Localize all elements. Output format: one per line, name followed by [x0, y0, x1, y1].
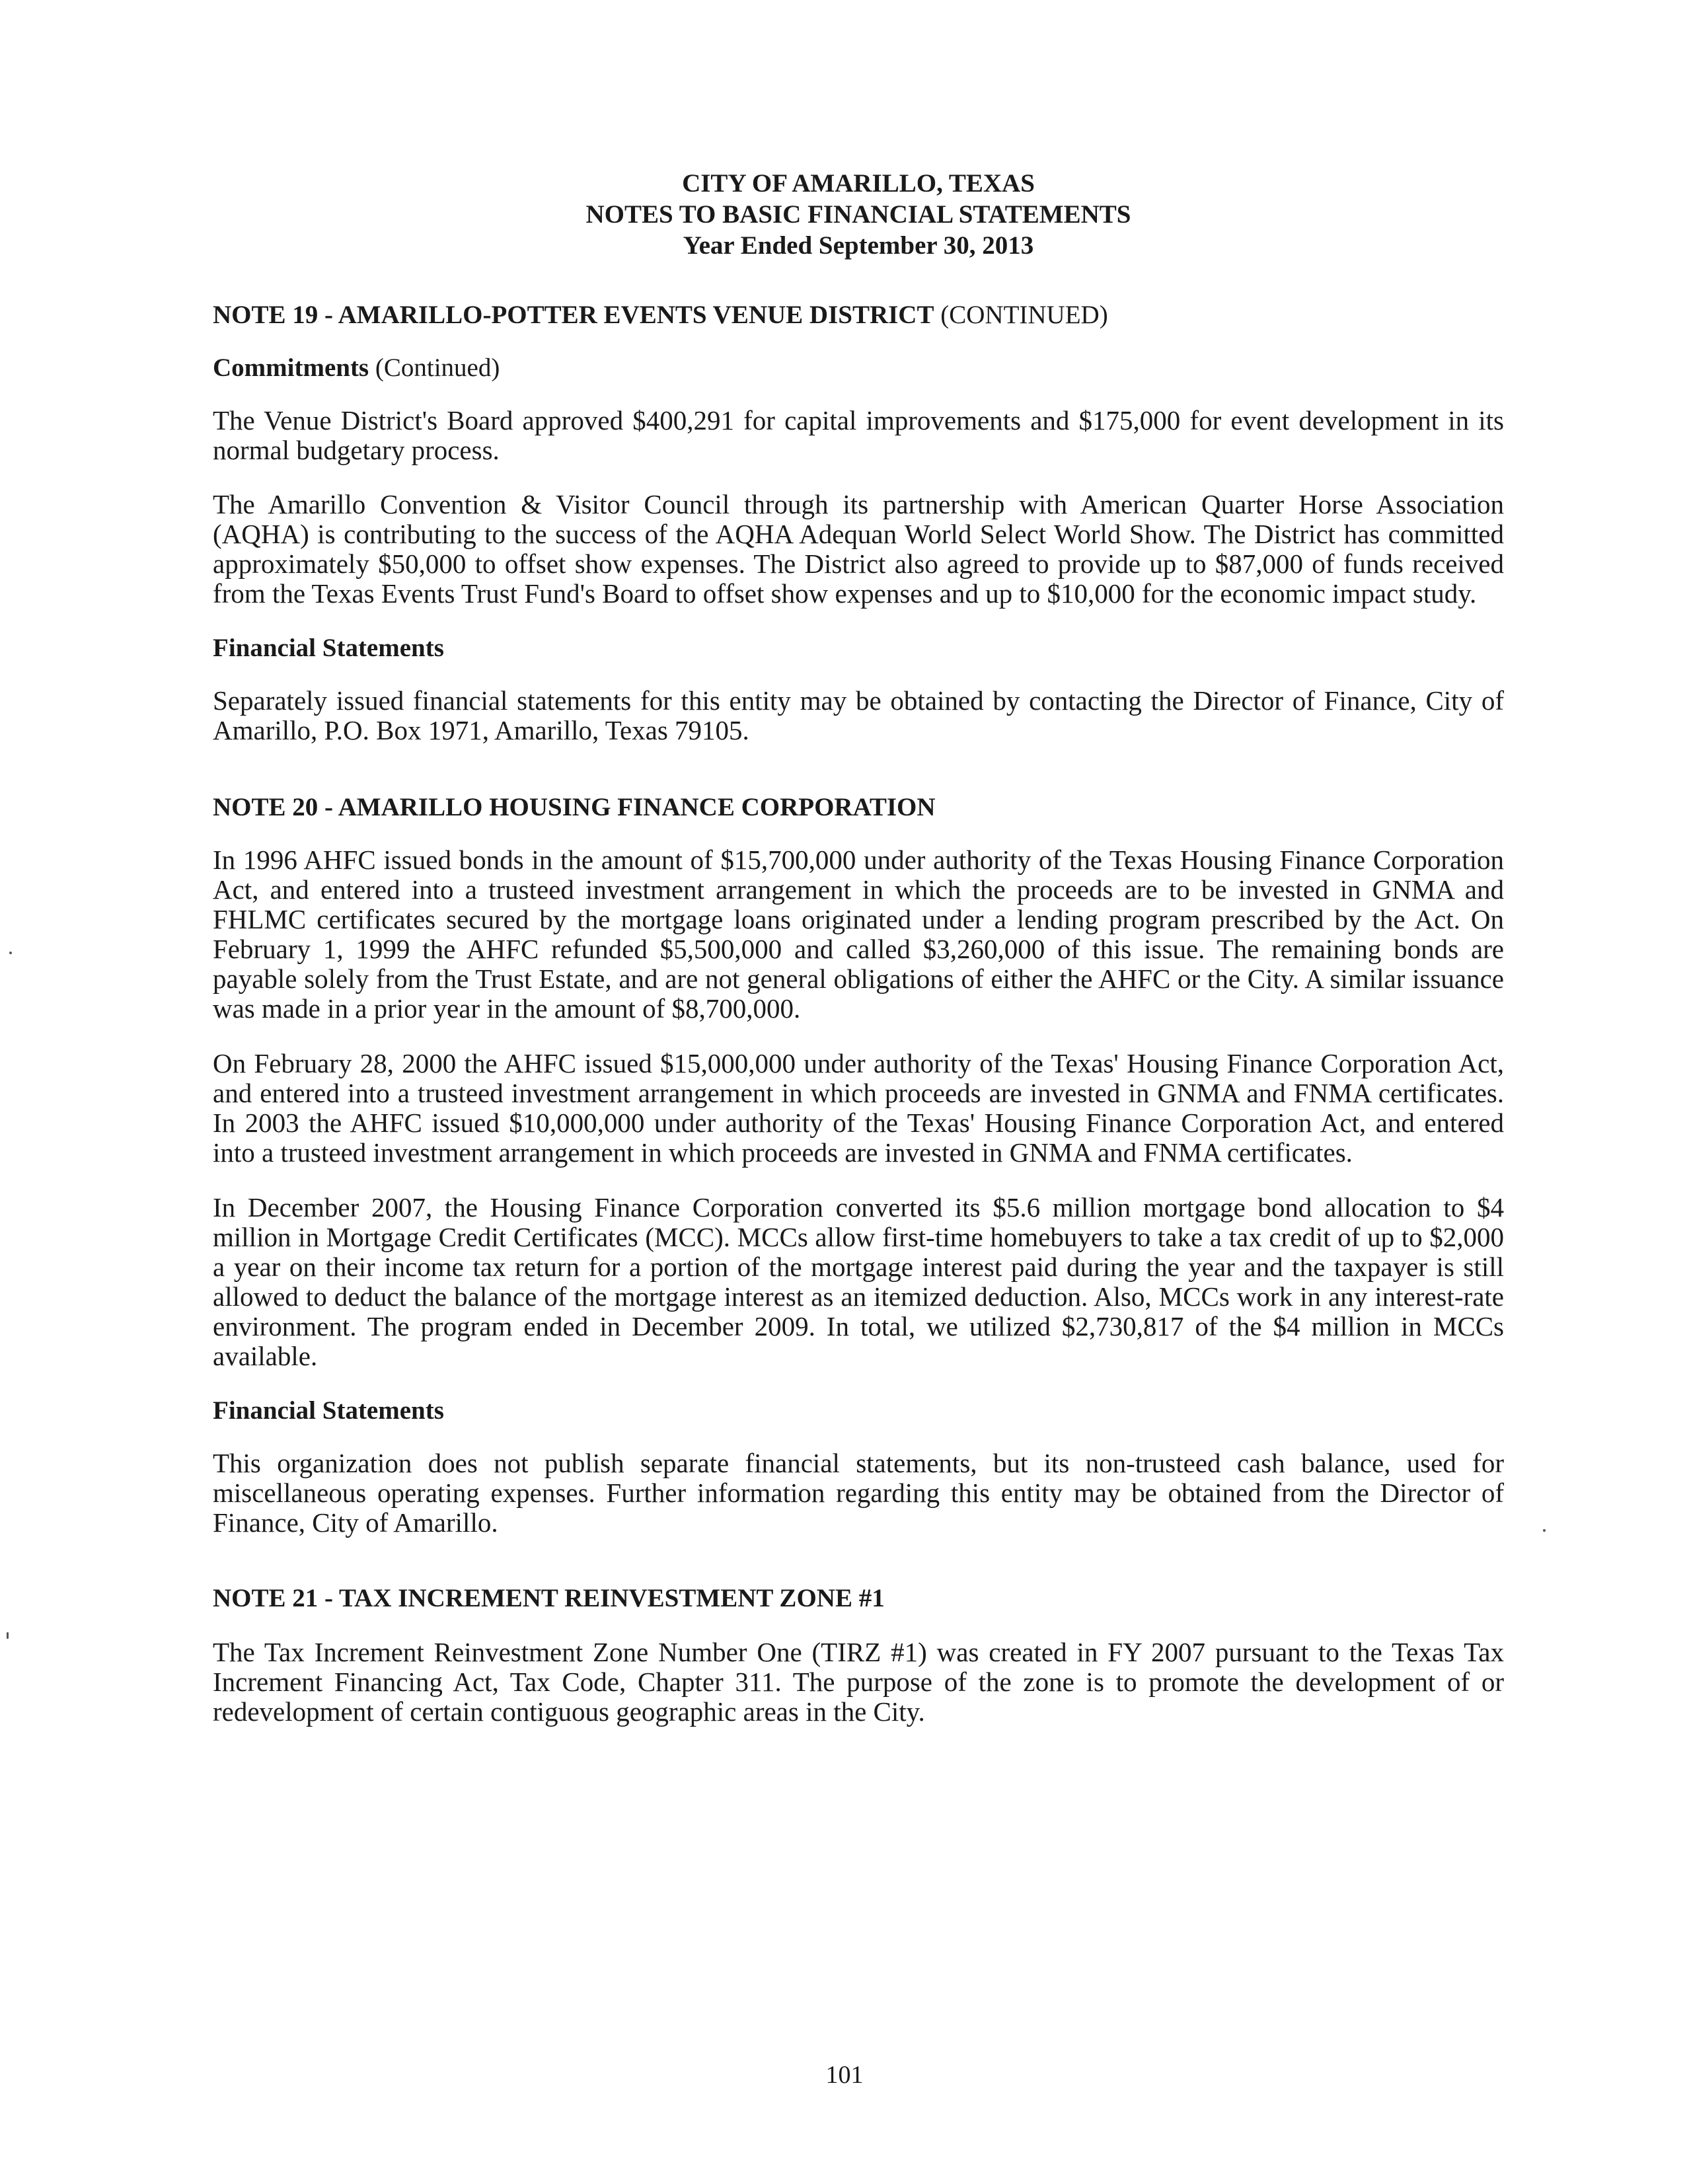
- scan-speck: [9, 952, 12, 954]
- commitments-heading: [213, 352, 1504, 383]
- page-number: 101: [825, 2061, 864, 2089]
- note-19-heading: [213, 299, 1504, 330]
- header-notes-title: NOTES TO BASIC FINANCIAL STATEMENTS: [585, 200, 1131, 229]
- note-20-financial-statements-paragraph: This organization does not publish separate financial statements, but its non-trusteed cash balance, used for miscellaneous operating expenses. Further information regarding this entity may be obtained from the Director of Finance, City of Amarillo.: [213, 1448, 1504, 1538]
- scan-speck: [7, 1632, 9, 1639]
- scan-speck: [1543, 1529, 1546, 1532]
- note-20-paragraph-2: On February 28, 2000 the AHFC issued $15,000,000 under authority of the Texas' Housing Finance Corporation Act, and entered into a trusteed investment arrangement in which proceeds are invested in GNMA and FNMA certificates. In 2003 the AHFC issued $10,000,000 under authority of the Texas' Housing Finance Corporation Act, and entered into a trusteed investment arrangement in which proceeds are invested in GNMA and FNMA certificates.: [213, 1048, 1504, 1168]
- note-19-financial-statements-heading: [213, 632, 1504, 663]
- note-21-heading: [213, 1583, 1504, 1614]
- note-20-paragraph-3: In December 2007, the Housing Finance Corporation converted its $5.6 million mortgage bond allocation to $4 million in Mortgage Credit Certificates (MCC). MCCs allow first-time homebuyers to take a tax credit of up to $2,000 a year on their income tax return for a portion of the mortgage interest paid during the year and the taxpayer is still allowed to deduct the balance of the mortgage interest as an itemized deduction. Also, MCCs work in any interest-rate environment. The program ended in December 2009. In total, we utilized $2,730,817 of the $4 million in MCCs available.: [213, 1192, 1504, 1371]
- note-20-financial-statements-heading-text: Financial Statements: [213, 1396, 444, 1425]
- note-20-financial-statements-heading: [213, 1395, 1504, 1426]
- document-header: [213, 168, 1504, 261]
- note-19-paragraph-1: The Venue District's Board approved $400,291 for capital improvements and $175,000 for event development in its normal budgetary process.: [213, 405, 1504, 465]
- note-21-heading-title: NOTE 21 - TAX INCREMENT REINVESTMENT ZONE #1: [213, 1584, 885, 1612]
- note-20-heading-title: NOTE 20 - AMARILLO HOUSING FINANCE CORPORATION: [213, 793, 936, 821]
- header-city: CITY OF AMARILLO, TEXAS: [682, 169, 1035, 198]
- commitments-heading-title: Commitments: [213, 354, 369, 382]
- note-19-financial-statements-paragraph: Separately issued financial statements for this entity may be obtained by contacting the Director of Finance, City of Amarillo, P.O. Box 1971, Amarillo, Texas 79105.: [213, 685, 1504, 745]
- commitments-heading-continued: (Continued): [369, 354, 500, 382]
- note-21-paragraph-1: The Tax Increment Reinvestment Zone Number One (TIRZ #1) was created in FY 2007 pursuant to the Texas Tax Increment Financing Act, Tax Code, Chapter 311. The purpose of the zone is to promote the development of or redevelopment of certain contiguous geographic areas in the City.: [213, 1637, 1504, 1727]
- note-19-financial-statements-heading-text: Financial Statements: [213, 634, 444, 662]
- note-20-heading: [213, 792, 1504, 823]
- header-year: Year Ended September 30, 2013: [683, 231, 1034, 260]
- document-page: [213, 152, 1504, 1727]
- note-19-heading-title: NOTE 19 - AMARILLO-POTTER EVENTS VENUE DISTRICT: [213, 301, 934, 329]
- note-19-heading-continued: (CONTINUED): [934, 301, 1108, 329]
- note-19-paragraph-2: The Amarillo Convention & Visitor Council through its partnership with American Quarter Horse Association (AQHA) is contributing to the success of the AQHA Adequan World Select World Show. The District has committed approximately $50,000 to offset show expenses. The District also agreed to provide up to $87,000 of funds received from the Texas Events Trust Fund's Board to offset show expenses and up to $10,000 for the economic impact study.: [213, 489, 1504, 609]
- note-20-paragraph-1: In 1996 AHFC issued bonds in the amount of $15,700,000 under authority of the Texas Housing Finance Corporation Act, and entered into a trusteed investment arrangement in which the proceeds are to be invested in GNMA and FHLMC certificates secured by the mortgage loans originated under a lending program prescribed by the Act. On February 1, 1999 the AHFC refunded $5,500,000 and called $3,260,000 of this issue. The remaining bonds are payable solely from the Trust Estate, and are not general obligations of either the AHFC or the City. A similar issuance was made in a prior year in the amount of $8,700,000.: [213, 845, 1504, 1024]
